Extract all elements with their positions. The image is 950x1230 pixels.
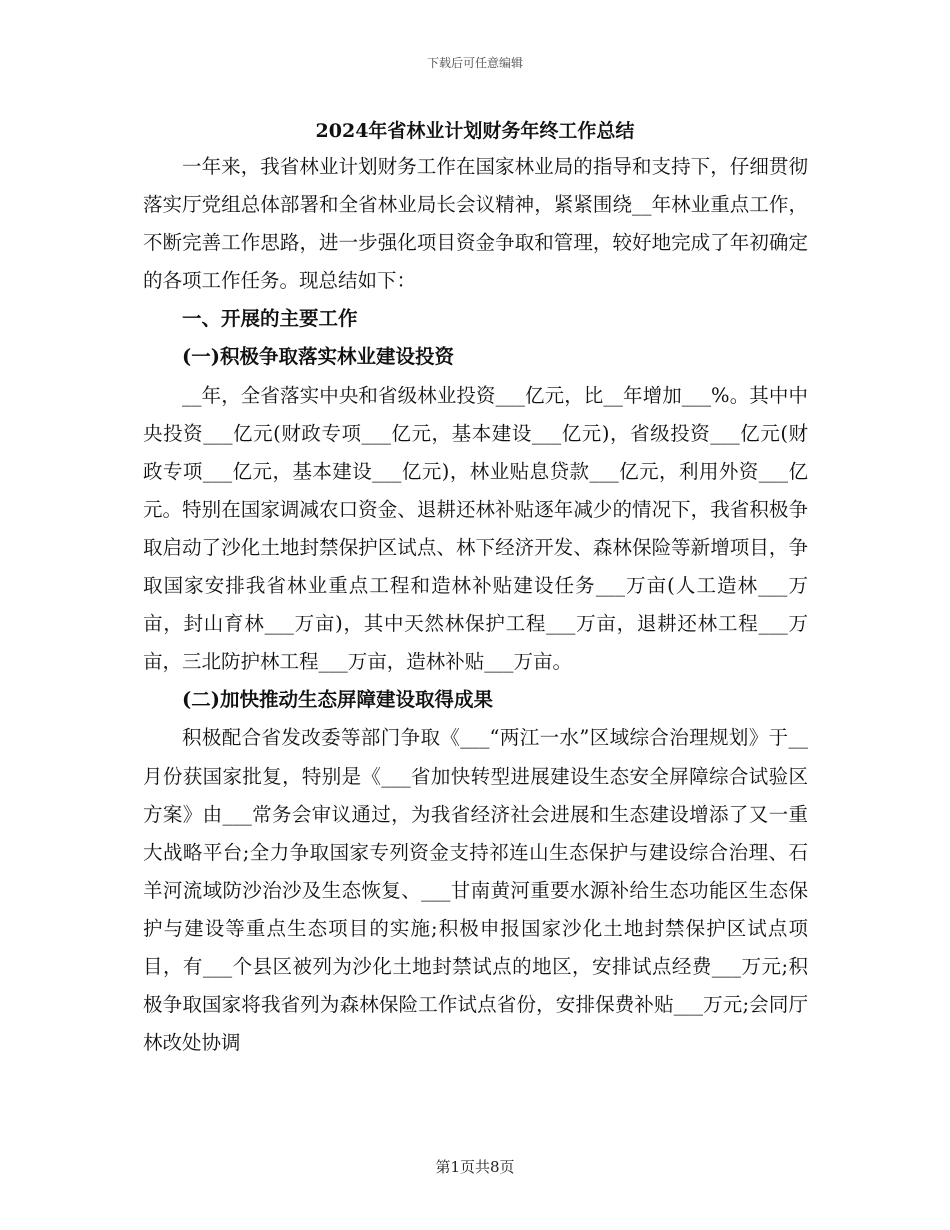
subsection-heading-investment: (一)积极争取落实林业建设投资 — [182, 345, 454, 369]
section-heading-main-work: 一、开展的主要工作 — [182, 307, 358, 331]
document-body — [143, 148, 808, 1062]
header-note: 下载后可任意编辑 — [426, 56, 523, 70]
document-title: 2024年省林业计划财务年终工作总结 — [315, 120, 635, 142]
ecological-barrier-paragraph: 积极配合省发改委等部门争取《___“两江一水”区域综合治理规划》于__月份获国家批复，特别是《___省加快转型进展建设生态安全屏障综合试验区方案》由___常务会审议通过，为我省经济社会进展和生态建设增添了又一重大战略平台;全力争取国家专列资金支持祁连山生态保护与建设综合治理、石羊河流域防沙治沙及生态恢复、___甘南黄河重要水源补给生态功能区生态保护与建设等重点生态项目的实施;积极申报国家沙化土地封禁保护区试点项目，有___个县区被列为沙化土地封禁试点的地区，安排试点经费___万元;积极争取国家将我省列为森林保险工作试点省份，安排保费补贴___万元;会同厅林改处协调 — [143, 726, 808, 1055]
subsection-heading-ecological-barrier: (二)加快推动生态屏障建设取得成果 — [182, 688, 493, 712]
page-indicator: 第1页共8页 — [435, 1158, 515, 1176]
intro-paragraph: 一年来，我省林业计划财务工作在国家林业局的指导和支持下，仔细贯彻落实厅党组总体部署和全省林业局长会议精神，紧紧围绕__年林业重点工作，不断完善工作思路，进一步强化项目资金争取和管理，较好地完成了年初确定的各项工作任务。现总结如下： — [143, 155, 808, 293]
investment-paragraph: __年，全省落实中央和省级林业投资___亿元，比__年增加___%。其中中央投资___亿元(财政专项___亿元，基本建设___亿元)，省级投资___亿元(财政专项___亿元，基本建设___亿元)，林业贴息贷款___亿元，利用外资___亿元。特别在国家调减农口资金、退耕还林补贴逐年减少的情况下，我省积极争取启动了沙化土地封禁保护区试点、林下经济开发、森林保险等新增项目，争取国家安排我省林业重点工程和造林补贴建设任务___万亩(人工造林___万亩，封山育林___万亩)，其中天然林保护工程___万亩，退耕还林工程___万亩，三北防护林工程___万亩，造林补贴___万亩。 — [143, 383, 808, 674]
